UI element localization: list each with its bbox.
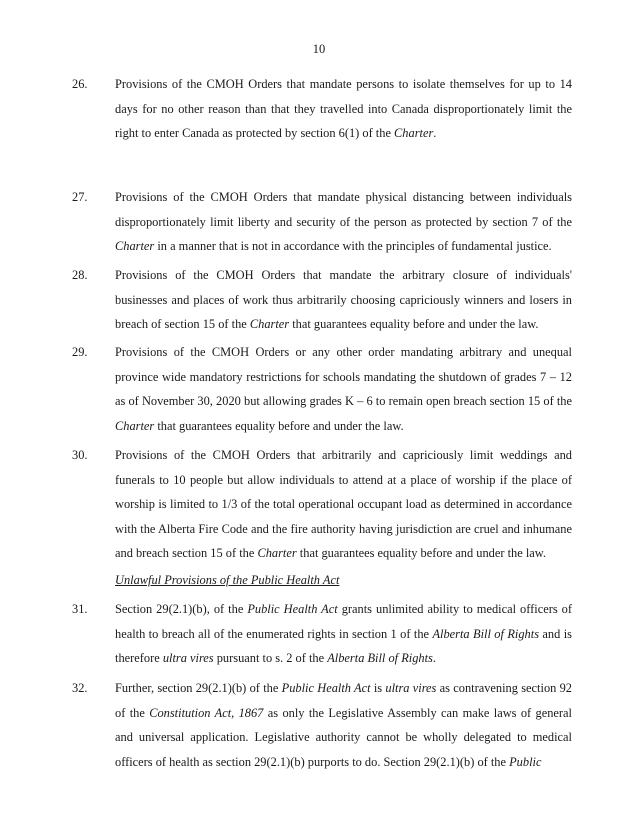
italic-text-run: Alberta Bill of Rights [432,626,540,641]
paragraph-text [115,72,572,146]
text-run: in a manner that is not in accordance with the principles of fundamental justice. [154,239,552,253]
paragraph-28 [72,263,572,337]
text-run: Section 29(2.1)(b), of the [115,602,248,616]
italic-text-run: Charter [394,126,434,140]
text-run: is [370,681,386,695]
text-run: Provisions of the CMOH Orders that mandate the arbitrary closure of individuals' businesses and places of work thus arbitrarily choosing capriciously winners and losers in breach of section 15 of the [115,268,572,331]
paragraph-29 [72,340,572,438]
page-number: 10 [312,42,326,56]
paragraph-number: 27. [72,190,88,204]
paragraph-text [115,263,572,337]
paragraph-27 [72,185,572,259]
text-run: pursuant to s. 2 of the [213,651,328,665]
paragraph-32 [72,676,572,774]
paragraph-text [115,676,572,774]
text-run: Provisions of the CMOH Orders that mandate physical distancing between individuals disproportionately limit liberty and security of the person as protected by section 7 of the [115,190,572,229]
paragraph-text [115,443,572,566]
text-run: and is therefore [115,626,572,665]
text-run: Provisions of the CMOH Orders that arbitrarily and capriciously limit weddings and funerals to 10 people but allow individuals to attend at a place of worship if the place of worship is limited to 1/3 of the total operational occupant load as determined in accordance with the Alberta Fire Code and the fire authority having jurisdiction are cruel and inhumane and breach section 15 of the [115,448,572,560]
paragraph-number: 29. [72,345,88,359]
text-run: that guarantees equality before and under the law. [154,418,404,433]
paragraph-number: 30. [72,448,88,462]
italic-text-run: Charter [115,418,155,433]
italic-text-run: Alberta Bill of Rights [327,651,433,665]
text-run: . [432,651,436,665]
paragraph-31 [72,597,572,671]
paragraph-number: 31. [72,602,88,616]
paragraph-number: 28. [72,268,88,282]
text-run: . [433,126,437,140]
paragraph-number: 32. [72,681,88,695]
paragraph-26 [72,72,572,146]
italic-text-run: Charter [249,317,290,331]
italic-text-run: Public [509,754,542,769]
italic-text-run: Charter [115,239,155,253]
text-run: as contravening section 92 of the [115,681,572,720]
paragraph-text [115,597,572,671]
text-run: grants unlimited ability to medical officers of health to breach all of the enumerated rights in section 1 of the [115,602,572,641]
italic-text-run: Public Health Act [247,602,338,616]
italic-text-run: ultra vires [385,681,437,695]
paragraph-text [115,185,572,259]
paragraph-text [115,340,572,438]
text-run: Provisions of the CMOH Orders or any other order mandating arbitrary and unequal province wide mandatory restrictions for schools mandating the shutdown of grades 7 – 12 as of November 30, 2020 but allowing grades K – 6 to remain open breach section 15 of the [115,345,572,408]
italic-text-run: Public Health Act [281,681,371,695]
section-heading: Unlawful Provisions of the Public Health Act [115,573,340,587]
text-run: Provisions of the CMOH Orders that mandate persons to isolate themselves for up to 14 days for no other reason than that they travelled into Canada disproportionately limit the right to enter Canada as protected by section 6(1) of the [115,77,572,140]
italic-text-run: ultra vires [162,651,214,665]
text-run: that guarantees equality before and under the law. [289,317,539,331]
paragraph-30 [72,443,572,566]
text-run: Further, section 29(2.1)(b) of the [115,681,282,695]
italic-text-run: Constitution Act, 1867 [149,705,264,720]
italic-text-run: Charter [257,546,297,560]
text-run: as only the Legislative Assembly can make laws of general and universal application. Legislative authority cannot be wholly delegated to medical officers of health as section 29(2.1)(b) purports to do. Section 29(2.1)(b) of the [115,705,573,769]
text-run: that guarantees equality before and under the law. [296,546,547,560]
paragraph-number: 26. [72,77,88,91]
